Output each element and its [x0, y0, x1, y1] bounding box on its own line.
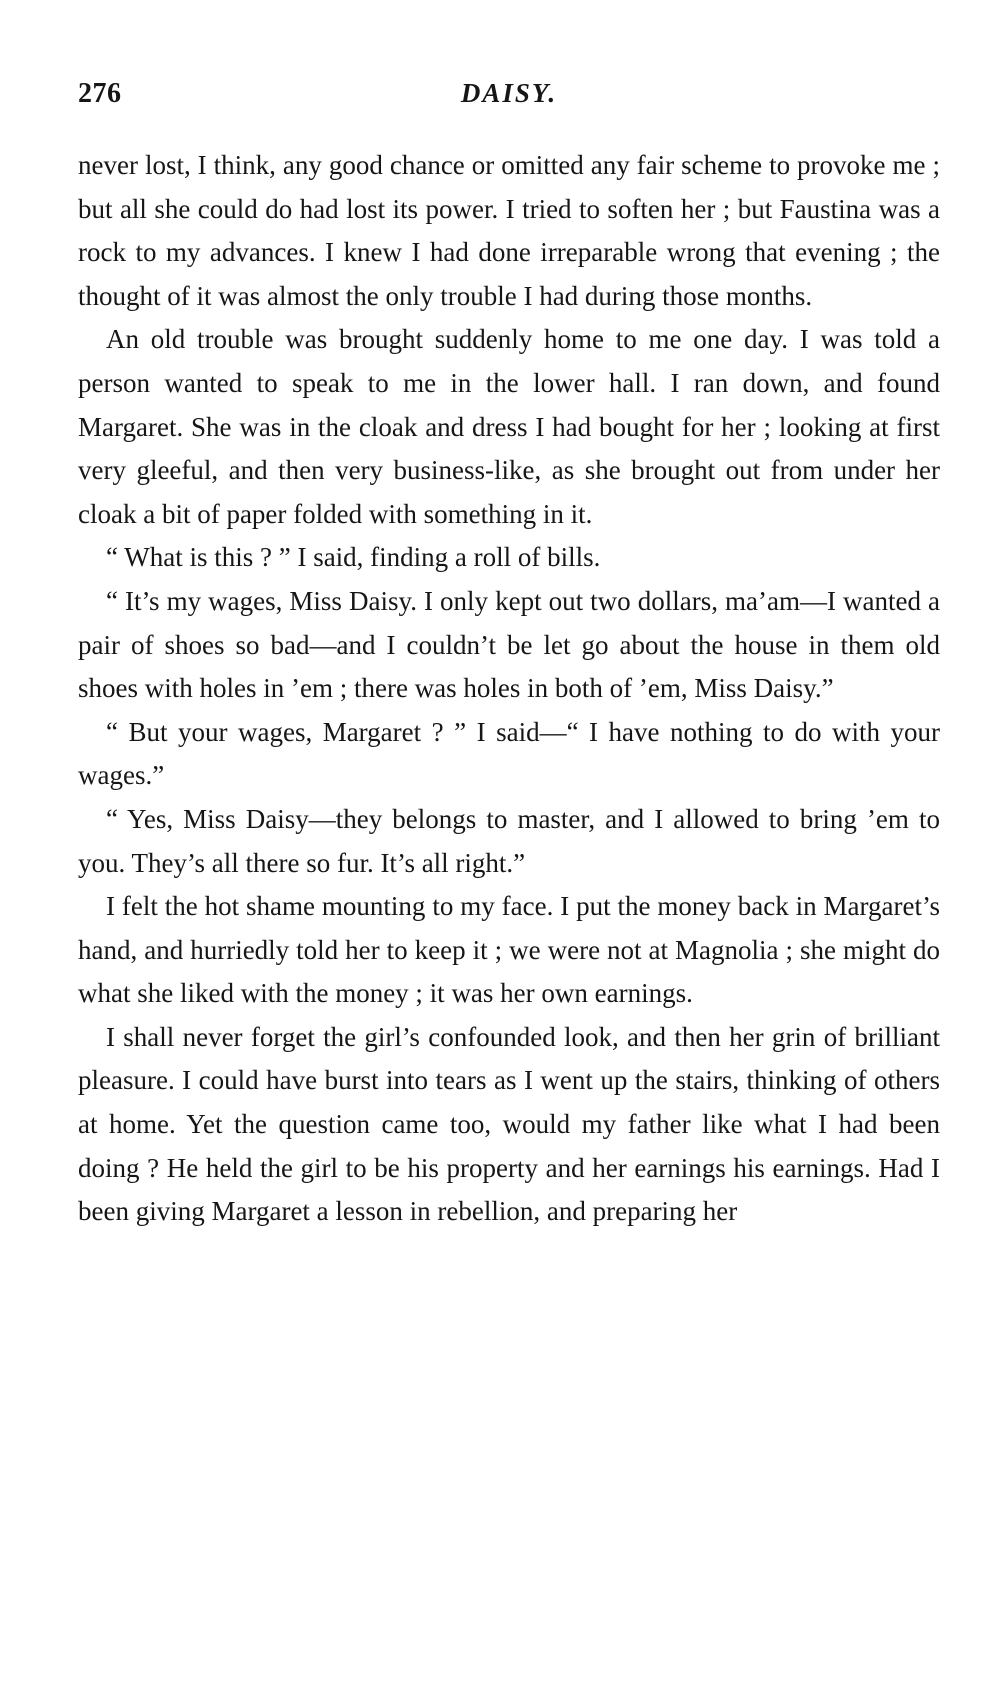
page-text: [78, 144, 940, 1234]
paragraph-continuation: never lost, I think, any good chance or omitted any fair scheme to provoke me ; but all she could do had lost its power. I tried to soften her ; but Faustina was a rock to my advances. I knew I had done irreparable wrong that evening ; the thought of it was almost the only trouble I had during those months.: [78, 150, 940, 311]
paragraph-never-forget: I shall never forget the girl’s confounded look, and then her grin of brilliant pleasure. I could have burst into tears as I went up the stairs, thinking of others at home. Yet the question came too, would my father like what I had been doing ? He held the girl to be his property and her earnings his earnings. Had I been giving Margaret a lesson in rebellion, and preparing her: [78, 1021, 940, 1227]
dialogue-wages: “ It’s my wages, Miss Daisy. I only kept out two dollars, ma’am—I wanted a pair of shoes so bad—and I couldn’t be let go about the house in them old shoes with holes in ’em ; there was holes in both of ’em, Miss Daisy.”: [78, 585, 940, 704]
dialogue-your-wages: “ But your wages, Margaret ? ” I said—“ I have nothing to do with your wages.”: [78, 716, 940, 791]
running-title: DAISY.: [460, 78, 558, 108]
running-head: [78, 78, 940, 114]
page-number: 276: [78, 78, 122, 109]
dialogue-belongs-to-master: “ Yes, Miss Daisy—they belongs to master, and I allowed to bring ’em to you. They’s all there so fur. It’s all right.”: [78, 803, 940, 878]
paragraph-hot-shame: I felt the hot shame mounting to my face. I put the money back in Margaret’s hand, and hurriedly told her to keep it ; we were not at Magnolia ; she might do what she liked with the money ; it was her own earnings.: [78, 891, 940, 1009]
dialogue-what-is-this: “ What is this ? ” I said, finding a roll of bills.: [106, 542, 601, 573]
paragraph-old-trouble: An old trouble was brought suddenly home to me one day. I was told a person wanted to speak to me in the lower hall. I ran down, and found Margaret. She was in the cloak and dress I had bought for her ; looking at first very gleeful, and then very business-like, as she brought out from under her cloak a bit of paper folded with something in it.: [78, 324, 940, 529]
